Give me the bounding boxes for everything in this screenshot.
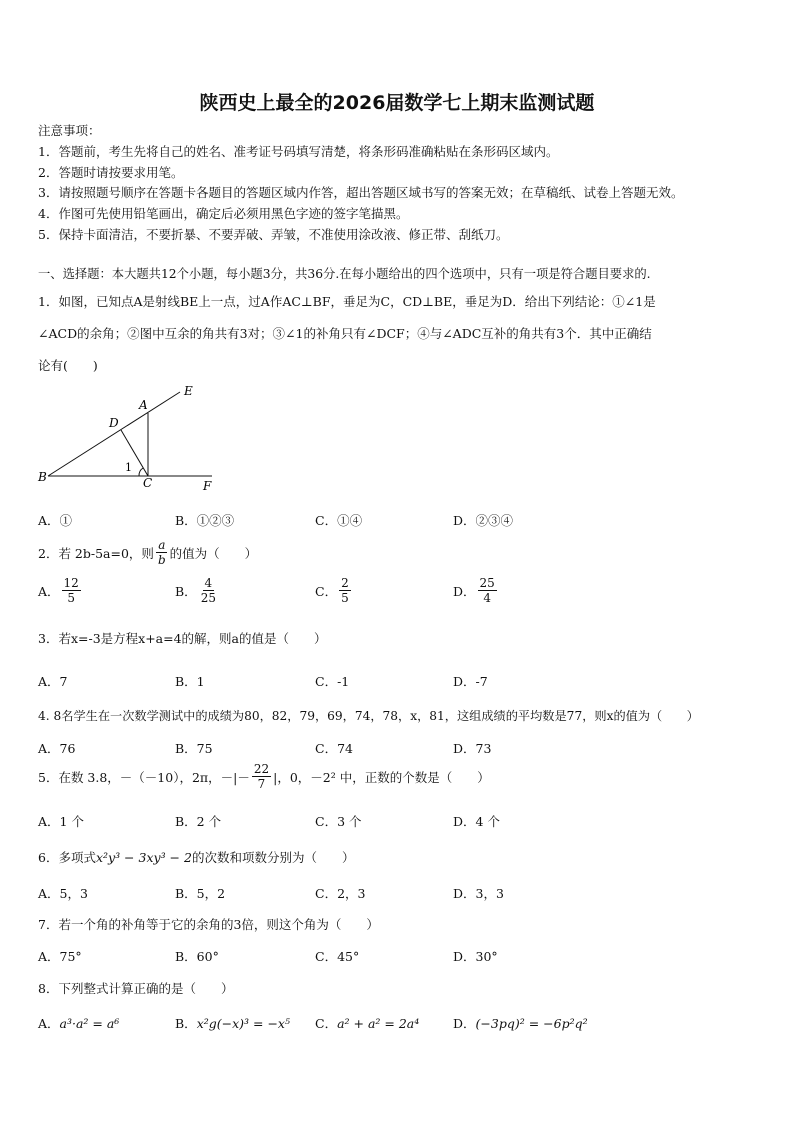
option-label: D． xyxy=(453,1016,476,1031)
page-title: 陕西史上最全的2026届数学七上期末监测试题 xyxy=(199,92,595,114)
option-expression: (−3pq)² = −6p²q² xyxy=(475,1016,588,1031)
q1-option-d[interactable]: D．②③④ xyxy=(453,513,514,528)
option-label: B． xyxy=(175,1016,197,1031)
option-label: C． xyxy=(315,1016,338,1031)
q5-stem-post: |，0，－2² 中，正数的个数是（ ） xyxy=(273,769,490,785)
q8-stem: 8．下列整式计算正确的是（ ） xyxy=(38,981,234,996)
notes-heading: 注意事项： xyxy=(38,123,101,138)
note-item: 4．作图可先使用铅笔画出，确定后必须用黑色字迹的签字笔描黑。 xyxy=(38,206,409,221)
q8-option-b[interactable] xyxy=(175,1014,290,1032)
q6-stem-pre: 6．多项式 xyxy=(38,850,96,865)
q6-option-c[interactable]: C．2，3 xyxy=(315,886,366,901)
q2-stem-pre: 2．若 2b-5a=0，则 xyxy=(38,545,154,561)
q1-option-c[interactable]: C．①④ xyxy=(315,513,363,528)
q5-fraction xyxy=(252,762,271,791)
q2-stem xyxy=(38,538,257,567)
q3-option-b[interactable]: B．1 xyxy=(175,674,205,689)
option-fraction: $\frac{12}{5}$ xyxy=(63,576,79,605)
q2-fraction xyxy=(156,538,168,567)
q6-option-d[interactable]: D．3，3 xyxy=(453,886,504,901)
section-heading: 一、选择题：本大题共12个小题，每小题3分，共36分.在每小题给出的四个选项中，只有一项是符合题目要求的. xyxy=(38,267,651,281)
q5-stem-pre: 5．在数 3.8，－（－10），2π，－|－ xyxy=(38,769,250,785)
q4-option-c[interactable]: C．74 xyxy=(315,741,353,756)
note-item: 1．答题前，考生先将自己的姓名、准考证号码填写清楚，将条形码准确粘贴在条形码区域内。 xyxy=(38,144,559,159)
note-item: 3．请按照题号顺序在答题卡各题目的答题区域内作答，超出答题区域书写的答案无效；在草稿纸、试卷上答题无效。 xyxy=(38,185,684,200)
label-c: C xyxy=(143,476,153,490)
note-item: 5．保持卡面清洁，不要折暴、不要弄破、弄皱，不准使用涂改液、修正带、刮纸刀。 xyxy=(38,227,509,242)
q8-option-d[interactable] xyxy=(453,1014,588,1032)
label-angle-1: 1 xyxy=(125,461,132,474)
ray-be xyxy=(48,392,180,476)
q6-option-a[interactable]: A．5，3 xyxy=(38,886,88,901)
option-label: A． xyxy=(38,583,60,599)
q2-frac-num: a xyxy=(158,538,166,552)
q5-frac-num: 22 xyxy=(253,762,270,776)
q1-line2: ∠ACD的余角；②图中互余的角共有3对；③∠1的补角只有∠DCF；④与∠ADC互补的角共有3个．其中正确结 xyxy=(38,326,652,341)
q6-stem-post: 的次数和项数分别为（ ） xyxy=(191,850,355,865)
q2-option-c[interactable] xyxy=(315,576,353,605)
q8-option-c[interactable] xyxy=(315,1014,419,1032)
q5-option-c[interactable]: C．3 个 xyxy=(315,814,362,829)
q1-option-a[interactable]: A．① xyxy=(38,513,73,528)
q6-stem xyxy=(38,848,354,866)
angle-arc xyxy=(139,468,143,476)
q2-option-d[interactable] xyxy=(453,576,499,605)
note-item: 2．答题时请按要求用笔。 xyxy=(38,165,184,180)
q8-option-a[interactable] xyxy=(38,1014,119,1032)
q2-frac-den: b xyxy=(157,553,166,567)
option-label: B． xyxy=(175,583,197,599)
option-label: C． xyxy=(315,583,338,599)
q5-option-a[interactable]: A．1 个 xyxy=(38,814,84,829)
label-d: D xyxy=(109,416,119,430)
q7-option-b[interactable]: B．60° xyxy=(175,949,219,964)
q3-stem: 3．若x=-3是方程x+a=4的解，则a的值是（ ） xyxy=(38,631,327,646)
q2-option-a[interactable] xyxy=(38,576,83,605)
q7-option-d[interactable]: D．30° xyxy=(453,949,498,964)
option-label: A． xyxy=(38,1016,60,1031)
label-b: B xyxy=(38,470,47,484)
q3-option-c[interactable]: C．-1 xyxy=(315,674,350,689)
label-e: E xyxy=(184,384,193,398)
q6-expression: x²y³ − 3xy³ − 2 xyxy=(95,850,192,865)
q3-option-d[interactable]: D．-7 xyxy=(453,674,488,689)
q1-line3: 论有( ) xyxy=(38,358,98,373)
q4-option-a[interactable]: A．76 xyxy=(38,741,76,756)
q3-option-a[interactable]: A．7 xyxy=(38,674,68,689)
option-fraction: $\frac{25}{4}$ xyxy=(479,576,495,605)
q5-frac-den: 7 xyxy=(257,777,266,791)
option-fraction: $\frac{4}{25}$ xyxy=(200,576,216,605)
q1-figure xyxy=(30,380,230,495)
q5-stem xyxy=(38,762,490,791)
label-a: A xyxy=(139,398,148,412)
q5-option-d[interactable]: D．4 个 xyxy=(453,814,500,829)
option-label: D． xyxy=(453,583,476,599)
label-f: F xyxy=(203,479,212,493)
q1-option-b[interactable]: B．①②③ xyxy=(175,513,235,528)
q4-stem: 4. 8名学生在一次数学测试中的成绩为80，82，79，69，74，78，x，81，这组成绩的平均数是77，则x的值为（ ） xyxy=(38,709,699,723)
option-fraction: $\frac{2}{5}$ xyxy=(341,576,349,605)
q7-option-a[interactable]: A．75° xyxy=(38,949,82,964)
q5-option-b[interactable]: B．2 个 xyxy=(175,814,222,829)
option-expression: x²g(−x)³ = −x⁵ xyxy=(196,1016,290,1031)
q4-option-b[interactable]: B．75 xyxy=(175,741,213,756)
q7-option-c[interactable]: C．45° xyxy=(315,949,360,964)
q6-option-b[interactable]: B．5，2 xyxy=(175,886,226,901)
q2-option-b[interactable] xyxy=(175,576,220,605)
option-expression: a² + a² = 2a⁴ xyxy=(337,1016,420,1031)
q1-line1: 1．如图，已知点A是射线BE上一点，过A作AC⊥BF，垂足为C，CD⊥BE，垂足为D．给出下列结论：①∠1是 xyxy=(38,294,656,309)
q4-option-d[interactable]: D．73 xyxy=(453,741,492,756)
q2-stem-post: 的值为（ ） xyxy=(169,545,258,561)
q7-stem: 7．若一个角的补角等于它的余角的3倍，则这个角为（ ） xyxy=(38,917,379,932)
option-expression: a³·a² = a⁶ xyxy=(59,1016,120,1031)
